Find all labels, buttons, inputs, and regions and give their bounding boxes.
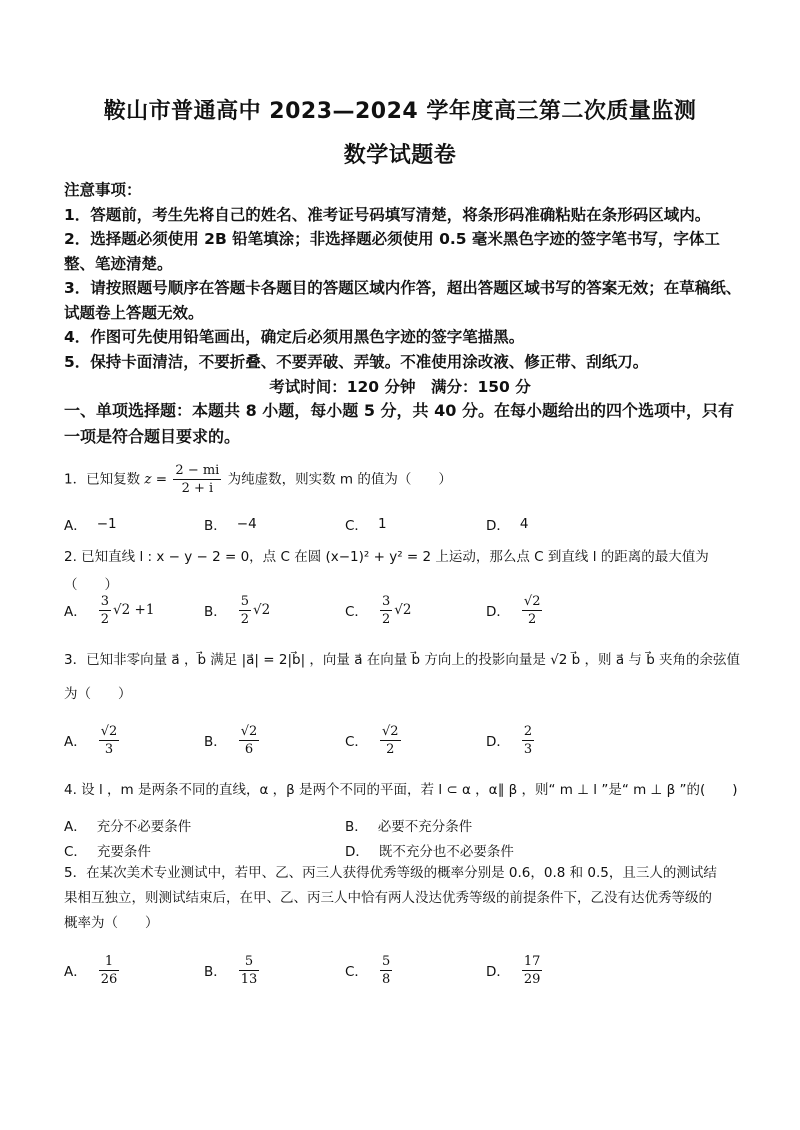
question-5-stem-line-3: 概率为（ ） [64, 915, 159, 931]
option-text: 充要条件 [96, 844, 151, 860]
q4-option-a[interactable] [64, 814, 191, 836]
q1-option-d[interactable] [486, 513, 529, 535]
question-2-options [64, 590, 744, 630]
option-label: C． [345, 964, 368, 980]
q1-numerator: 2 − mi [175, 463, 220, 478]
fraction-denominator: 6 [244, 741, 254, 757]
question-3-stem-line-2: 为（ ） [64, 686, 132, 702]
option-fraction [239, 953, 260, 988]
option-fraction [99, 953, 120, 988]
fraction-numerator: 5 [239, 953, 260, 971]
q3-option-c[interactable] [345, 720, 403, 760]
option-text: −4 [236, 516, 257, 532]
option-label: C． [64, 844, 87, 860]
option-fraction [380, 593, 392, 628]
option-fraction [522, 593, 543, 628]
option-label: D． [486, 604, 510, 620]
question-3-options [64, 720, 744, 760]
option-fraction [522, 953, 543, 988]
fraction-denominator: 2 [381, 611, 391, 627]
note-item-5: 5．保持卡面清洁，不要折叠、不要弄破、弄皱。不准使用涂改液、修正带、刮纸刀。 [64, 352, 649, 371]
option-label: D． [486, 734, 510, 750]
option-label: A． [64, 964, 87, 980]
fraction-denominator: 2 [100, 611, 110, 627]
fraction-numerator: 3 [100, 593, 110, 609]
q2-option-d[interactable] [486, 590, 544, 630]
q2-option-a[interactable] [64, 590, 154, 630]
q4-option-c[interactable] [64, 839, 151, 861]
exam-subtitle: 数学试题卷 [343, 143, 457, 168]
option-label: B． [204, 734, 227, 750]
q1-denominator: 2 + i [181, 481, 214, 496]
question-5-options [64, 950, 744, 990]
section-heading: 一、单项选择题：本题共 8 小题，每小题 5 分，共 40 分。在每小题给出的四个选项中，只有一项是符合题目要求的。 [64, 401, 734, 446]
option-text: 必要不充分条件 [377, 819, 473, 835]
option-label: A． [64, 518, 87, 534]
fraction-numerator: 3 [381, 593, 391, 609]
q3-option-d[interactable] [486, 720, 536, 760]
exam-info: 考试时间：120 分钟 满分：150 分 [269, 378, 531, 396]
option-text: 4 [519, 516, 529, 532]
option-fraction [239, 593, 251, 628]
option-fraction [239, 723, 260, 758]
fraction-numerator: √2 [381, 723, 399, 739]
q5-option-d[interactable] [486, 950, 544, 990]
note-item-1: 1．答题前，考生先将自己的姓名、准考证号码填写清楚，将条形码准确粘贴在条形码区域内。 [64, 205, 711, 224]
fraction-denominator: 2 [386, 741, 395, 757]
option-label: B． [345, 819, 368, 835]
fraction-numerator: 5 [381, 953, 391, 969]
notes-section [64, 178, 744, 374]
notes-heading: 注意事项： [64, 181, 142, 199]
q1-option-b[interactable] [204, 513, 257, 535]
question-5-stem-line-1: 5．在某次美术专业测试中，若甲、乙、丙三人获得优秀等级的概率分别是 0.6，0.8 和 0.5，且三人的测试结 [64, 865, 717, 881]
fraction-numerator: 5 [240, 593, 250, 609]
fraction-denominator: 3 [523, 741, 533, 757]
fraction-denominator: 29 [523, 971, 541, 987]
option-fraction [380, 723, 401, 758]
q1-option-c[interactable] [345, 513, 387, 535]
q4-option-b[interactable] [345, 814, 472, 836]
option-label: A． [64, 819, 87, 835]
fraction-denominator: 3 [104, 741, 114, 757]
question-1-options [64, 513, 744, 535]
fraction-numerator: 2 [523, 723, 533, 739]
option-fraction [99, 593, 111, 628]
q1-eq: = [151, 471, 172, 488]
q1-fraction [173, 462, 221, 497]
q5-option-b[interactable] [204, 950, 261, 990]
q1-text-post: 为纯虚数，则实数 m 的值为（ ） [223, 471, 452, 488]
option-fraction [522, 723, 534, 758]
fraction-numerator: 1 [99, 953, 120, 971]
q1-option-a[interactable] [64, 513, 117, 535]
fraction-numerator: √2 [240, 723, 258, 739]
question-5-stem-line-2: 果相互独立，则测试结束后，在甲、乙、丙三人中恰有两人没达优秀等级的前提条件下，乙没有达优秀等级的 [64, 890, 712, 906]
q3-option-a[interactable] [64, 720, 121, 760]
option-label: B． [204, 518, 227, 534]
option-label: C． [345, 734, 368, 750]
option-fraction [99, 723, 120, 758]
note-item-3: 3．请按照题号顺序在答题卡各题目的答题区域内作答，超出答题区域书写的答案无效；在草稿纸、试题卷上答题无效。 [64, 279, 742, 322]
question-4-stem: 4. 设 l ，m 是两条不同的直线，α ，β 是两个不同的平面，若 l ⊂ α ，α∥ β ，则“ m ⊥ l ”是“ m ⊥ β ”的( ) [64, 782, 738, 798]
option-fraction [380, 953, 392, 988]
note-item-2: 2．选择题必须使用 2B 铅笔填涂；非选择题必须使用 0.5 毫米黑色字迹的签字笔书写，字体工整、笔迹清楚。 [64, 230, 720, 273]
q2-option-b[interactable] [204, 590, 270, 630]
question-4-options-row-1 [64, 814, 744, 836]
option-label: D． [345, 844, 369, 860]
q1-var: z [144, 471, 152, 488]
question-2-stem: 2. 已知直线 l : x − y − 2 = 0，点 C 在圆 (x−1)² + y² = 2 上运动，那么点 C 到直线 l 的距离的最大值为（ ） [64, 549, 709, 593]
option-tail: √2 [253, 602, 271, 618]
option-text: 既不充分也不必要条件 [378, 844, 514, 860]
option-label: D． [486, 518, 510, 534]
fraction-numerator: √2 [523, 593, 541, 609]
fraction-denominator: 2 [528, 611, 537, 627]
q5-option-a[interactable] [64, 950, 121, 990]
question-1-stem [64, 462, 744, 497]
note-item-4: 4．作图可先使用铅笔画出，确定后必须用黑色字迹的签字笔描黑。 [64, 328, 525, 346]
option-text: −1 [96, 516, 117, 532]
q5-option-c[interactable] [345, 950, 394, 990]
q1-text-pre: 1．已知复数 [64, 471, 145, 488]
option-text: 充分不必要条件 [96, 819, 192, 835]
fraction-denominator: 26 [100, 971, 118, 987]
q3-option-b[interactable] [204, 720, 261, 760]
q4-option-d[interactable] [345, 839, 514, 861]
option-tail: √2 [394, 602, 412, 618]
option-tail: √2 +1 [113, 602, 155, 618]
question-3-stem-line-1: 3．已知非零向量 a⃗ ，b⃗ 满足 |a⃗| = 2|b⃗| ，向量 a⃗ 在向量 b⃗ 方向上的投影向量是 √2 b⃗ ，则 a⃗ 与 b⃗ 夹角的余弦值 [64, 652, 741, 668]
fraction-denominator: 2 [240, 611, 250, 627]
option-label: B． [204, 964, 227, 980]
fraction-numerator: √2 [100, 723, 118, 739]
fraction-denominator: 13 [240, 971, 258, 987]
fraction-numerator: 17 [523, 953, 541, 969]
option-label: C． [345, 604, 368, 620]
option-label: A． [64, 604, 87, 620]
option-label: D． [486, 964, 510, 980]
exam-title: 鞍山市普通高中 2023—2024 学年度高三第二次质量监测 [103, 99, 697, 124]
q2-option-c[interactable] [345, 590, 411, 630]
option-label: B． [204, 604, 227, 620]
fraction-denominator: 8 [381, 971, 391, 987]
option-text: 1 [377, 516, 387, 532]
option-label: C． [345, 518, 368, 534]
question-4-options-row-2 [64, 839, 744, 861]
option-label: A． [64, 734, 87, 750]
